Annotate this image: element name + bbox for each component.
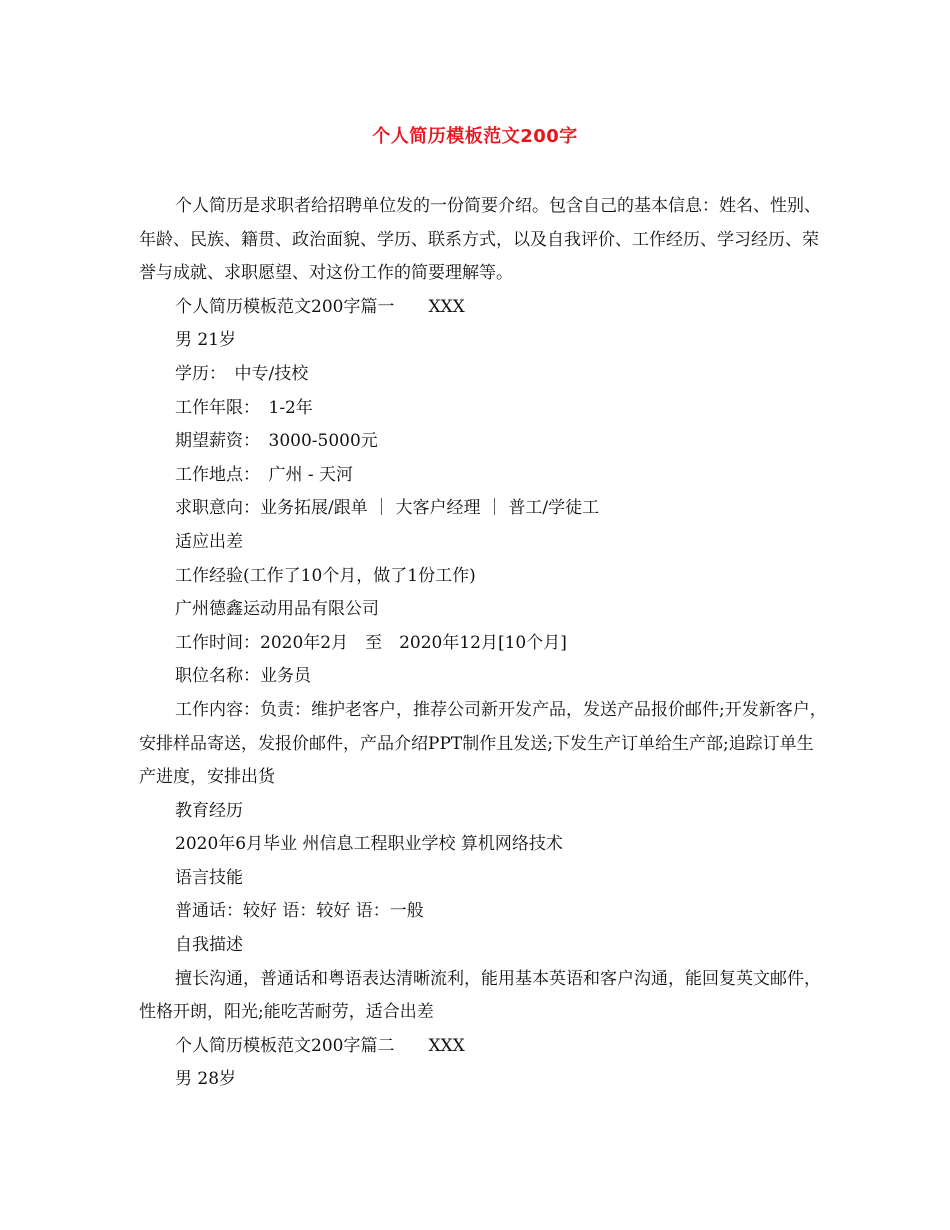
paragraph-job-intention: 求职意向：业务拓展/跟单 ｜ 大客户经理 ｜ 普工/学徒工 (175, 498, 600, 519)
document-title: 个人简历模板范文200字 (372, 126, 578, 147)
paragraph-resume-two-heading: 个人简历模板范文200字篇二 XXX (175, 1035, 465, 1056)
paragraph-language-heading: 语言技能 (175, 867, 243, 888)
paragraph-work-experience-heading: 工作经验(工作了10个月，做了1份工作) (175, 565, 476, 586)
paragraph-travel: 适应出差 (175, 531, 243, 552)
paragraph-job-content: 工作内容：负责：维护老客户，推荐公司新开发产品，发送产品报价邮件;开发新客户，安排样品寄送，发报价邮件，产品介绍PPT制作且发送;下发生产订单给生产部;追踪订单生产进度，安排出货 (139, 699, 827, 788)
paragraph-gender-age-two: 男 28岁 (175, 1069, 237, 1090)
paragraph-education-level: 学历： 中专/技校 (175, 363, 309, 384)
paragraph-company: 广州德鑫运动用品有限公司 (175, 599, 379, 620)
paragraph-position: 职位名称：业务员 (175, 666, 311, 687)
paragraph-self-description-heading: 自我描述 (175, 935, 243, 956)
paragraph-intro: 个人简历是求职者给招聘单位发的一份简要介绍。包含自己的基本信息：姓名、性别、年龄、民族、籍贯、政治面貌、学历、联系方式，以及自我评价、工作经历、学习经历、荣誉与成就、求职愿望、对这份工作的简要理解等。 (139, 196, 821, 284)
paragraph-resume-one-heading: 个人简历模板范文200字篇一 XXX (175, 296, 465, 317)
paragraph-work-location: 工作地点： 广州 - 天河 (175, 464, 354, 485)
paragraph-graduation: 2020年6月毕业 州信息工程职业学校 算机网络技术 (175, 834, 563, 855)
paragraph-gender-age: 男 21岁 (175, 330, 237, 351)
document-body (139, 190, 829, 1097)
paragraph-education-heading: 教育经历 (175, 800, 243, 821)
paragraph-language-skills: 普通话：较好 语：较好 语：一般 (175, 901, 424, 922)
paragraph-work-period: 工作时间：2020年2月 至 2020年12月[10个月] (175, 632, 567, 653)
paragraph-self-description: 擅长沟通，普通话和粤语表达清晰流利，能用基本英语和客户沟通，能回复英文邮件，性格开朗，阳光;能吃苦耐劳，适合出差 (139, 968, 821, 1023)
paragraph-work-years: 工作年限： 1-2年 (175, 397, 313, 418)
paragraph-expected-salary: 期望薪资： 3000-5000元 (175, 431, 378, 452)
